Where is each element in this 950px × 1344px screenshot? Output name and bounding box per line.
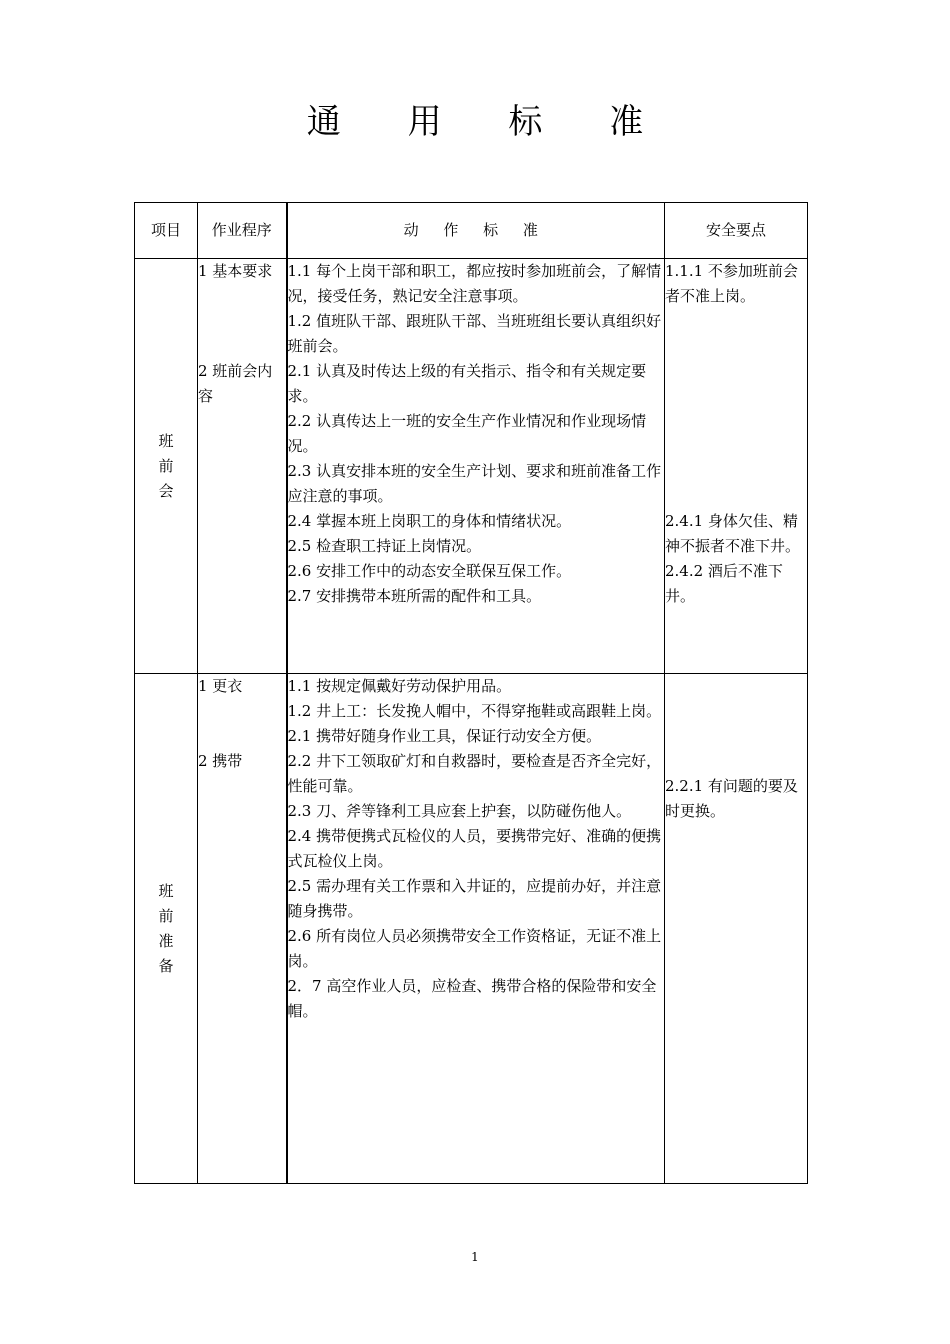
item-char: 前 — [158, 906, 174, 925]
action-item: 1.2 值班队干部、跟班队干部、当班班组长要认真组织好班前会。 — [287, 312, 662, 355]
procedure-step: 1 基本要求 — [198, 262, 273, 280]
action-item: 2.2 认真传达上一班的安全生产作业情况和作业现场情况。 — [287, 412, 647, 455]
item-cell — [135, 674, 198, 1184]
action-item: 2.1 认真及时传达上级的有关指示、指令和有关规定要求。 — [287, 362, 647, 405]
action-cell — [287, 259, 665, 674]
header-action-standard: 动 作 标 准 — [287, 203, 665, 259]
action-item: 2．7 高空作业人员，应检查、携带合格的保险带和安全帽。 — [287, 977, 657, 1020]
action-item: 2.6 所有岗位人员必须携带安全工作资格证，无证不准上岗。 — [287, 927, 662, 970]
procedure-step: 2 班前会内容 — [198, 362, 273, 405]
action-item: 2.5 检查职工持证上岗情况。 — [287, 537, 482, 555]
action-item: 2.2 井下工领取矿灯和自救器时，要检查是否齐全完好，性能可靠。 — [287, 752, 662, 795]
safety-item: 2.2.1 有问题的要及时更换。 — [665, 777, 798, 820]
action-item: 2.3 刀、斧等锋利工具应套上护套，以防碰伤他人。 — [287, 802, 632, 820]
action-item: 1.2 井上工：长发挽人帽中，不得穿拖鞋或高跟鞋上岗。 — [287, 702, 662, 720]
header-procedure: 作业程序 — [198, 203, 287, 259]
item-char: 准 — [158, 931, 174, 950]
action-item: 2.3 认真安排本班的安全生产计划、要求和班前准备工作应注意的事项。 — [287, 462, 662, 505]
action-item: 2.1 携带好随身作业工具，保证行动安全方便。 — [287, 727, 602, 745]
procedure-step: 1 更衣 — [198, 677, 243, 695]
item-char: 班 — [158, 881, 174, 900]
action-item: 2.4 携带便携式瓦检仪的人员，要携带完好、准确的便携式瓦检仪上岗。 — [287, 827, 662, 870]
item-char: 前 — [158, 456, 174, 475]
item-char: 备 — [158, 956, 174, 975]
action-cell — [287, 674, 665, 1184]
action-item: 1.1 每个上岗干部和职工，都应按时参加班前会，了解情况，接受任务，熟记安全注意事项。 — [287, 262, 662, 305]
safety-item: 2.4.1 身体欠佳、精神不振者不准下井。 — [665, 512, 801, 555]
standard-table — [134, 202, 808, 1184]
action-item: 2.5 需办理有关工作票和入井证的，应提前办好，并注意随身携带。 — [287, 877, 662, 920]
procedure-cell — [198, 259, 287, 674]
table-row — [135, 674, 808, 1184]
page-title: 通 用 标 准 — [306, 102, 672, 142]
header-item: 项目 — [135, 203, 198, 259]
safety-cell — [665, 259, 808, 674]
procedure-cell — [198, 674, 287, 1184]
table-header-row — [135, 203, 808, 259]
table-row — [135, 259, 808, 674]
action-item: 2.4 掌握本班上岗职工的身体和情绪状况。 — [287, 512, 572, 530]
safety-item: 2.4.2 酒后不准下井。 — [665, 562, 783, 605]
header-safety-points: 安全要点 — [665, 203, 808, 259]
procedure-step: 2 携带 — [198, 752, 243, 770]
safety-cell — [665, 674, 808, 1184]
page-number: 1 — [471, 1250, 479, 1264]
action-item: 1.1 按规定佩戴好劳动保护用品。 — [287, 677, 512, 695]
action-item: 2.7 安排携带本班所需的配件和工具。 — [287, 587, 542, 605]
item-char: 会 — [158, 481, 174, 500]
action-item: 2.6 安排工作中的动态安全联保互保工作。 — [287, 562, 572, 580]
safety-item: 1.1.1 不参加班前会者不准上岗。 — [665, 262, 798, 305]
item-char: 班 — [158, 431, 174, 450]
item-cell — [135, 259, 198, 674]
